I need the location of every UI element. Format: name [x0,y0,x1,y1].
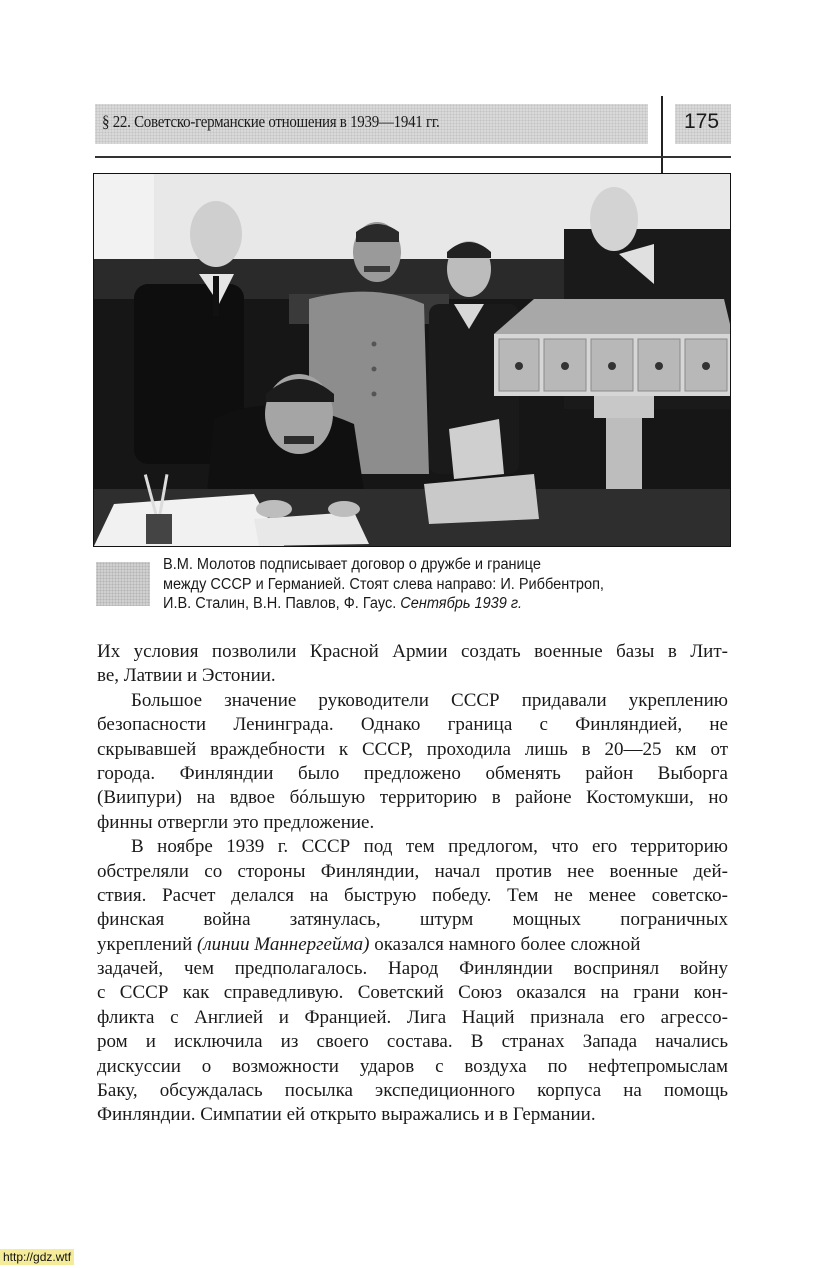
text-line: Финляндии. Симпатии ей открыто выражались и в Германии. [97,1104,596,1126]
text-emphasis: (линии Маннергейма) [197,933,370,955]
caption-date: Сентябрь 1939 г. [400,595,523,612]
text-line: дискуссии о возможности ударов с воздуха по нефтепромыслам [97,1055,728,1077]
text-line: с СССР как справедливую. Советский Союз оказался на грани кон- [97,982,728,1004]
section-title: § 22. Советско-германские отношения в 1939—1941 гг. [102,112,440,131]
text-line: безопасности Ленинграда. Однако граница с Финляндией, не [97,714,728,736]
page-number: 175 [684,110,720,133]
text-line: ром и исключила из своего состава. В странах Запада начались [97,1031,728,1053]
text-line: финская война затянулась, штурм мощных пограничных [97,909,728,931]
text-line: В ноябре 1939 г. СССР под тем предлогом, что его территорию [131,836,728,858]
text-segment: оказался намного более сложной [369,933,641,955]
photo-caption [163,555,695,614]
body-text [97,640,728,1128]
text-line: Их условия позволили Красной Армии создать военные базы в Лит- [97,641,728,662]
text-line: скрывавшей враждебности к СССР, проходила лишь в 20—25 км от [97,738,728,760]
caption-marker [96,562,150,606]
text-line: задачей, чем предполагалось. Народ Финляндии воспринял войну [97,958,728,980]
text-line: города. Финляндии было предложено обменять район Выборга [97,762,728,784]
text-line: Большое значение руководители СССР придавали укреплению [131,689,728,711]
text-line: Баку, обсуждалась посылка экспедиционного корпуса на помощь [97,1080,728,1102]
text-line: фликта с Англией и Францией. Лига Наций признала его агрессо- [97,1006,728,1028]
caption-names: И.В. Сталин, В.Н. Павлов, Ф. Гаус. [163,595,401,612]
text-line: ве, Латвии и Эстонии. [97,665,276,687]
text-segment: укреплений [97,933,198,955]
caption-line [163,594,695,614]
text-line: финны отвергли это предложение. [97,811,375,833]
historical-photo [93,173,731,547]
caption-line: между СССР и Германией. Стоят слева направо: И. Риббентроп, [163,575,604,593]
header-horizontal-rule [95,156,731,158]
text-line: (Виипури) на вдвое бóльшую территорию в районе Костомукши, но [97,787,728,809]
caption-line: В.М. Молотов подписывает договор о дружбе и границе [163,556,541,573]
text-line [97,933,728,957]
text-line: обстреляли со стороны Финляндии, начал против нее военные дей- [97,860,728,882]
watermark-link[interactable]: http://gdz.wtf [0,1249,74,1265]
text-line: ствия. Расчет делался на быструю победу. Тем не менее советско- [97,884,728,906]
header-vertical-rule [661,96,663,182]
